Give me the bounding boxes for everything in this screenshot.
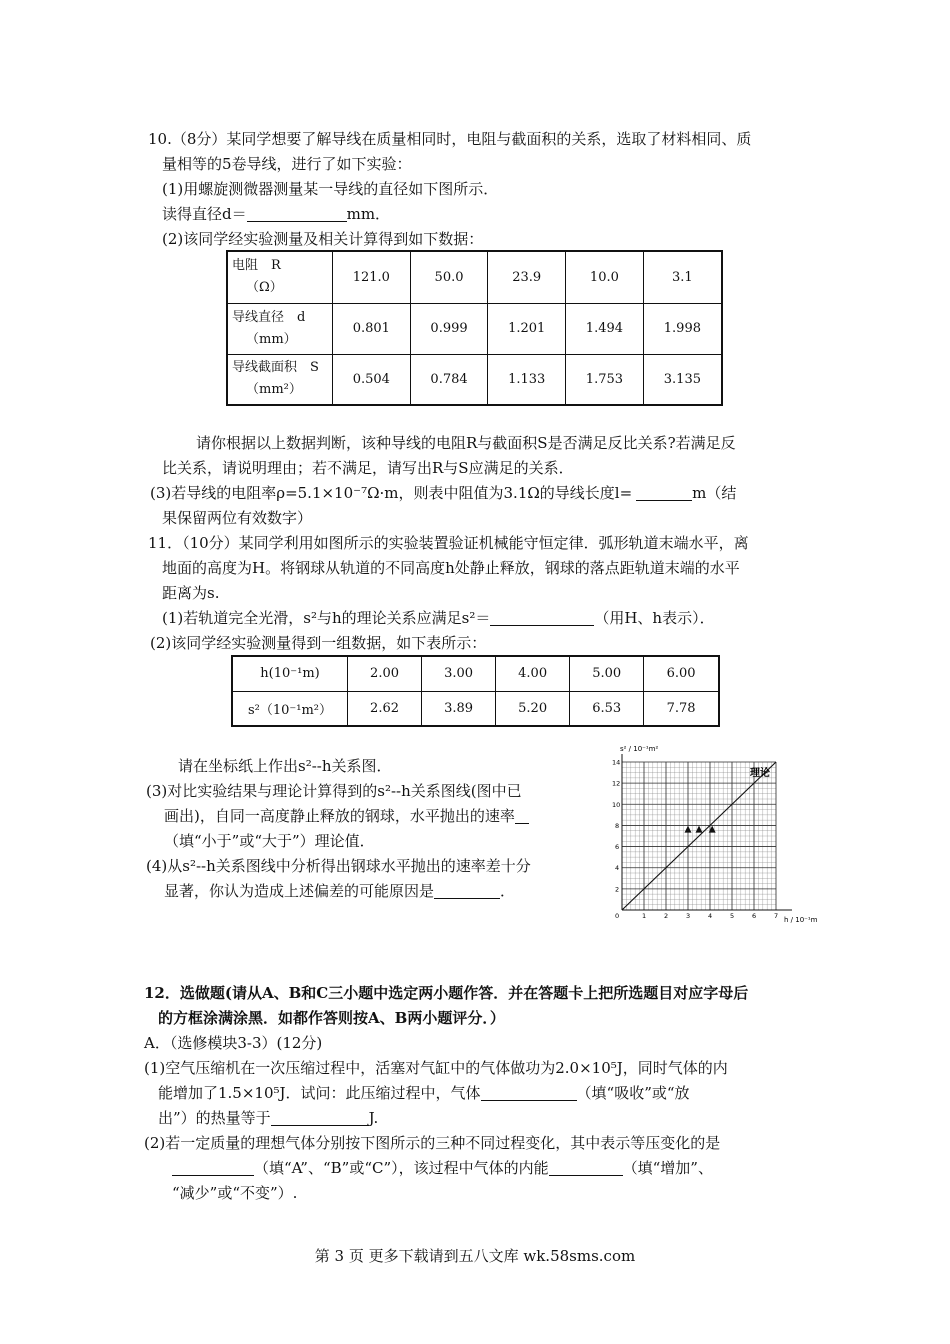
q10-part3-unit: m（结 bbox=[692, 484, 737, 502]
data-point-marker bbox=[696, 826, 703, 833]
x-tick-label: 2 bbox=[664, 912, 669, 920]
q10-line1: 10.（8分）某同学想要了解导线在质量相同时，电阻与截面积的关系，选取了材料相同、质 bbox=[148, 130, 752, 148]
row-header: 导线直径 d （mm） bbox=[227, 303, 333, 354]
q11-part3-line2 bbox=[164, 805, 529, 827]
table-cell: 2.00 bbox=[348, 656, 422, 691]
q10-part2: (2)该同学经实验测量及相关计算得到如下数据： bbox=[162, 230, 484, 248]
data-point-marker bbox=[685, 826, 692, 833]
page-footer: 第 3 页 更多下载请到五八文库 wk.58sms.com bbox=[314, 1247, 636, 1265]
q12-a-title: A．（选修模块3-3）(12分) bbox=[144, 1034, 323, 1052]
table-cell: 6.00 bbox=[644, 656, 719, 691]
table-cell: 1.753 bbox=[566, 354, 644, 405]
table-cell: 5.00 bbox=[570, 656, 644, 691]
q10-line2: 量相等的5卷导线，进行了如下实验： bbox=[162, 155, 412, 173]
y-tick-label: 6 bbox=[615, 843, 620, 852]
q12-line1: 12．选做题(请从A、B和C三小题中选定两小题作答．并在答题卡上把所选题目对应字母后 bbox=[144, 984, 749, 1002]
x-tick-label: 5 bbox=[730, 912, 735, 920]
q10-part3-prefix: (3)若导线的电阻率ρ=5.1×10⁻⁷Ω·m，则表中阻值为3.1Ω的导线长度l= bbox=[150, 484, 633, 502]
table-row bbox=[227, 251, 722, 303]
x-tick-label: 1 bbox=[642, 912, 647, 920]
row-header: 导线截面积 S （mm²） bbox=[227, 354, 333, 405]
q12-part1-suffix: （填“吸收”或“放 bbox=[576, 1084, 690, 1102]
table-cell: 3.1 bbox=[643, 251, 722, 303]
q12-part2-suffix: （填“增加”、 bbox=[622, 1159, 713, 1177]
table-cell: 0.999 bbox=[410, 303, 488, 354]
y-tick-label: 4 bbox=[615, 864, 620, 873]
y-tick-label: 12 bbox=[612, 779, 621, 788]
y-axis-label: s² / 10⁻¹m² bbox=[620, 745, 659, 753]
q12-part1-line2 bbox=[158, 1082, 690, 1104]
q10-part1-answer bbox=[162, 203, 390, 225]
table-cell: 5.20 bbox=[496, 691, 570, 726]
table-cell: 1.201 bbox=[488, 303, 566, 354]
q11-line3: 距离为s. bbox=[162, 584, 220, 602]
q11-part3-prefix: 画出)，自同一高度静止释放的钢球，水平抛出的速率 bbox=[164, 807, 515, 825]
table-cell: 10.0 bbox=[566, 251, 644, 303]
x-tick-label: 6 bbox=[752, 912, 757, 920]
q12-part1-line3 bbox=[158, 1107, 378, 1129]
q11-speed-blank[interactable] bbox=[515, 807, 529, 824]
q12-part1c-suffix: J. bbox=[368, 1109, 379, 1127]
q12-part2-mid: （填“A”、“B”或“C”），该过程中气体的内能 bbox=[254, 1159, 549, 1177]
q11-line1: 11．（10分）某同学利用如图所示的实验装置验证机械能守恒定律．弧形轨道末端水平，离 bbox=[148, 534, 749, 552]
q10-part3-line2: 果保留两位有效数字） bbox=[162, 509, 313, 527]
table-row bbox=[227, 303, 722, 354]
q12-heat-blank[interactable] bbox=[271, 1109, 369, 1126]
q12-part1-line1: (1)空气压缩机在一次压缩过程中，活塞对气缸中的气体做功为2.0×10⁵J，同时气体的内 bbox=[144, 1059, 728, 1077]
table-cell: 0.504 bbox=[333, 354, 411, 405]
q11-reason-blank[interactable] bbox=[434, 882, 500, 899]
row-header: 电阻 R （Ω） bbox=[227, 251, 333, 303]
theory-line-label: 理论 bbox=[750, 768, 770, 779]
y-tick-label: 14 bbox=[612, 758, 621, 767]
q12-part1-prefix: 能增加了1.5×10⁵J．试问：此压缩过程中，气体 bbox=[158, 1084, 481, 1102]
table-cell: 23.9 bbox=[488, 251, 566, 303]
q11-line2: 地面的高度为H。将钢球从轨道的不同高度h处静止释放，钢球的落点距轨道末端的水平 bbox=[162, 559, 740, 577]
q12-part1c-prefix: 出”）的热量等于 bbox=[158, 1109, 271, 1127]
q11-draw-instruction: 请在坐标纸上作出s²--h关系图． bbox=[178, 757, 392, 775]
q11-part4-prefix: 显著，你认为造成上述偏差的可能原因是 bbox=[164, 882, 435, 900]
table-cell: 1.998 bbox=[643, 303, 722, 354]
y-tick-label: 2 bbox=[615, 885, 620, 894]
q12-absorb-blank[interactable] bbox=[481, 1084, 577, 1101]
table-cell: 2.62 bbox=[348, 691, 422, 726]
row-header: h(10⁻¹m) bbox=[232, 656, 348, 691]
q10-length-blank[interactable] bbox=[636, 484, 692, 501]
q10-part3-line1 bbox=[150, 482, 736, 504]
table-cell: 3.89 bbox=[422, 691, 496, 726]
q12-process-blank[interactable] bbox=[172, 1159, 254, 1176]
row-header: s²（10⁻¹m²） bbox=[232, 691, 348, 726]
q12-line2: 的方框涂满涂黑．如都作答则按A、B两小题评分．） bbox=[158, 1009, 505, 1027]
s2-h-graph bbox=[608, 742, 820, 924]
q11-part4-line2 bbox=[164, 880, 515, 902]
table-cell: 0.784 bbox=[410, 354, 488, 405]
table-cell: 4.00 bbox=[496, 656, 570, 691]
table-cell: 0.801 bbox=[333, 303, 411, 354]
q11-data-table bbox=[231, 655, 720, 727]
q12-energy-blank[interactable] bbox=[549, 1159, 623, 1176]
q11-part3-line1: (3)对比实验结果与理论计算得到的s²--h关系图线(图中已 bbox=[146, 782, 522, 800]
q10-diameter-blank[interactable] bbox=[247, 205, 347, 222]
table-row bbox=[232, 656, 719, 691]
q11-part4-line1: (4)从s²--h关系图线中分析得出钢球水平抛出的速率差十分 bbox=[146, 857, 531, 875]
table-cell: 50.0 bbox=[410, 251, 488, 303]
y-tick-label: 10 bbox=[612, 800, 621, 809]
q11-formula-blank[interactable] bbox=[490, 609, 594, 626]
table-cell: 6.53 bbox=[570, 691, 644, 726]
x-tick-label: 7 bbox=[774, 912, 779, 920]
table-cell: 3.135 bbox=[643, 354, 722, 405]
table-cell: 1.494 bbox=[566, 303, 644, 354]
q10-part1: (1)用螺旋测微器测量某一导线的直径如下图所示． bbox=[162, 180, 499, 198]
q12-part2-line2 bbox=[172, 1157, 713, 1179]
x-axis-label: h / 10⁻¹m bbox=[784, 916, 818, 924]
x-tick-label: 3 bbox=[686, 912, 691, 920]
q10-judge-line2: 比关系，请说明理由；若不满足，请写出R与S应满足的关系． bbox=[162, 459, 574, 477]
y-tick-label: 8 bbox=[615, 821, 620, 830]
q10-part1-unit: mm． bbox=[346, 205, 391, 223]
q10-part1-prefix: 读得直径d＝ bbox=[162, 205, 247, 223]
q11-part1-suffix: （用H、h表示）． bbox=[594, 609, 715, 627]
q12-part2-line3: “减少”或“不变”）. bbox=[172, 1184, 298, 1202]
q10-judge-line1: 请你根据以上数据判断，该种导线的电阻R与截面积S是否满足反比关系?若满足反 bbox=[196, 434, 736, 452]
x-tick-label: 4 bbox=[708, 912, 713, 920]
q11-part3-line3: （填“小于”或“大于”）理论值． bbox=[164, 832, 375, 850]
table-row bbox=[227, 354, 722, 405]
q11-part1-prefix: (1)若轨道完全光滑，s²与h的理论关系应满足s²＝ bbox=[162, 609, 491, 627]
q11-part2: (2)该同学经实验测量得到一组数据，如下表所示： bbox=[150, 634, 487, 652]
x-tick-label: 0 bbox=[615, 912, 620, 920]
table-cell: 1.133 bbox=[488, 354, 566, 405]
table-row bbox=[232, 691, 719, 726]
table-cell: 7.78 bbox=[644, 691, 719, 726]
table-cell: 3.00 bbox=[422, 656, 496, 691]
table-cell: 121.0 bbox=[333, 251, 411, 303]
q10-data-table bbox=[226, 250, 723, 406]
q11-part1 bbox=[162, 607, 715, 629]
q12-part2-line1: (2)若一定质量的理想气体分别按下图所示的三种不同过程变化，其中表示等压变化的是 bbox=[144, 1134, 721, 1152]
q11-part4-suffix: ． bbox=[500, 882, 516, 900]
